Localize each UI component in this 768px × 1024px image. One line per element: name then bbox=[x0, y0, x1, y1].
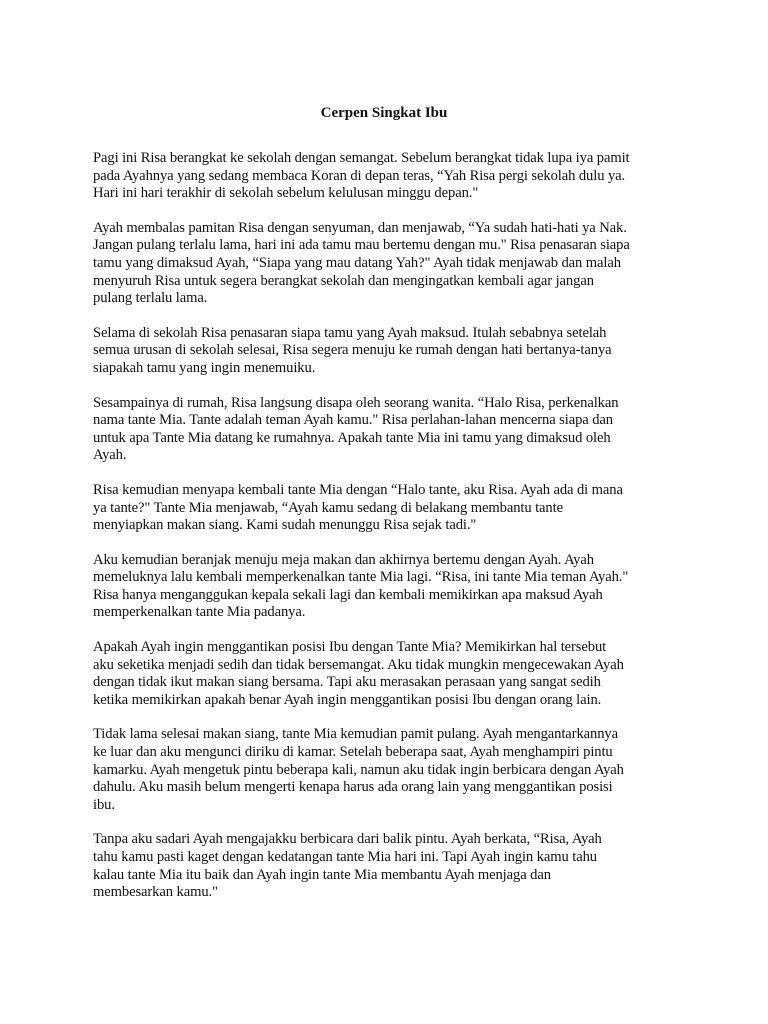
text-line: Sesampainya di rumah, Risa langsung disapa oleh seorang wanita. “Halo Risa, perkenalkan bbox=[93, 394, 619, 411]
text-line: Tanpa aku sadari Ayah mengajakku berbicara dari balik pintu. Ayah berkata, “Risa, Ayah bbox=[93, 831, 602, 848]
paragraph-4 bbox=[93, 395, 683, 465]
text-line: kalau tante Mia itu baik dan Ayah ingin tante Mia membantu Ayah menjaga dan bbox=[93, 866, 551, 883]
paragraph-1 bbox=[93, 150, 683, 203]
text-line: ibu. bbox=[93, 796, 115, 813]
text-line: menyuruh Risa untuk segera berangkat sekolah dan mengingatkan kembali agar jangan bbox=[93, 272, 594, 289]
text-line: ke luar dan aku mengunci diriku di kamar. Setelah beberapa saat, Ayah menghampiri pintu bbox=[93, 744, 613, 761]
text-line: memeluknya lalu kembali memperkenalkan tante Mia lagi. “Risa, ini tante Mia teman Ayah." bbox=[93, 569, 629, 586]
text-line: Ayah. bbox=[93, 447, 127, 464]
text-line: Hari ini hari terakhir di sekolah sebelum kelulusan minggu depan." bbox=[93, 185, 479, 202]
text-line: memperkenalkan tante Mia padanya. bbox=[93, 604, 306, 621]
text-line: pulang terlalu lama. bbox=[93, 290, 208, 307]
text-line: aku seketika menjadi sedih dan tidak bersemangat. Aku tidak mungkin mengecewakan Ayah bbox=[93, 656, 624, 673]
text-line: menyiapkan makan siang. Kami sudah menunggu Risa sejak tadi." bbox=[93, 517, 477, 534]
text-line: Risa kemudian menyapa kembali tante Mia dengan “Halo tante, aku Risa. Ayah ada di mana bbox=[93, 481, 623, 498]
paragraph-6 bbox=[93, 552, 683, 622]
paragraph-5 bbox=[93, 482, 683, 535]
paragraph-3 bbox=[93, 325, 683, 378]
text-line: Aku kemudian beranjak menuju meja makan dan akhirnya bertemu dengan Ayah. Ayah bbox=[93, 551, 594, 568]
text-line: dengan tidak ikut makan siang bersama. Tapi aku merasakan perasaan yang sangat sedih bbox=[93, 674, 601, 691]
paragraph-9 bbox=[93, 831, 683, 901]
text-line: Tidak lama selesai makan siang, tante Mia kemudian pamit pulang. Ayah mengantarkannya bbox=[93, 726, 618, 743]
paragraph-2 bbox=[93, 220, 683, 308]
text-line: Risa hanya menganggukan kepala sekali lagi dan kembali memikirkan apa maksud Ayah bbox=[93, 586, 603, 603]
text-line: membesarkan kamu." bbox=[93, 884, 218, 901]
paragraph-8 bbox=[93, 726, 683, 814]
text-line: Selama di sekolah Risa penasaran siapa tamu yang Ayah maksud. Itulah sebabnya setelah bbox=[93, 324, 607, 341]
text-line: Apakah Ayah ingin menggantikan posisi Ibu dengan Tante Mia? Memikirkan hal tersebut bbox=[93, 639, 607, 656]
text-line: kamarku. Ayah mengetuk pintu beberapa kali, namun aku tidak ingin berbicara dengan Ayah bbox=[93, 761, 624, 778]
text-line: untuk apa Tante Mia datang ke rumahnya. Apakah tante Mia ini tamu yang dimaksud oleh bbox=[93, 429, 611, 446]
text-line: ketika memikirkan apakah benar Ayah ingin menggantikan posisi Ibu dengan orang lain. bbox=[93, 691, 602, 708]
document-body bbox=[93, 150, 683, 919]
text-line: Pagi ini Risa berangkat ke sekolah dengan semangat. Sebelum berangkat tidak lupa iya pamit bbox=[93, 150, 630, 166]
paragraph-7 bbox=[93, 639, 683, 709]
text-line: Jangan pulang terlalu lama, hari ini ada tamu mau bertemu dengan mu." Risa penasaran siapa bbox=[93, 237, 630, 254]
document-title: Cerpen Singkat Ibu bbox=[320, 105, 448, 121]
text-line: ya tante?" Tante Mia menjawab, “Ayah kamu sedang di belakang membantu tante bbox=[93, 499, 563, 516]
text-line: semua urusan di sekolah selesai, Risa segera menuju ke rumah dengan hati bertanya-tanya bbox=[93, 342, 612, 359]
text-line: tahu kamu pasti kaget dengan kedatangan tante Mia hari ini. Tapi Ayah ingin kamu tahu bbox=[93, 849, 597, 865]
text-line: Ayah membalas pamitan Risa dengan senyuman, dan menjawab, “Ya sudah hati-hati ya Nak. bbox=[93, 219, 627, 236]
text-line: dahulu. Aku masih belum mengerti kenapa harus ada orang lain yang menggantikan posisi bbox=[93, 779, 613, 796]
text-line: tamu yang dimaksud Ayah, “Siapa yang mau datang Yah?" Ayah tidak menjawab dan malah bbox=[93, 254, 621, 271]
text-line: nama tante Mia. Tante adalah teman Ayah kamu." Risa perlahan-lahan mencerna siapa dan bbox=[93, 412, 613, 429]
text-line: pada Ayahnya yang sedang membaca Koran di depan teras, “Yah Risa pergi sekolah dulu ya. bbox=[93, 167, 626, 184]
text-line: siapakah tamu yang ingin menemuiku. bbox=[93, 359, 316, 376]
